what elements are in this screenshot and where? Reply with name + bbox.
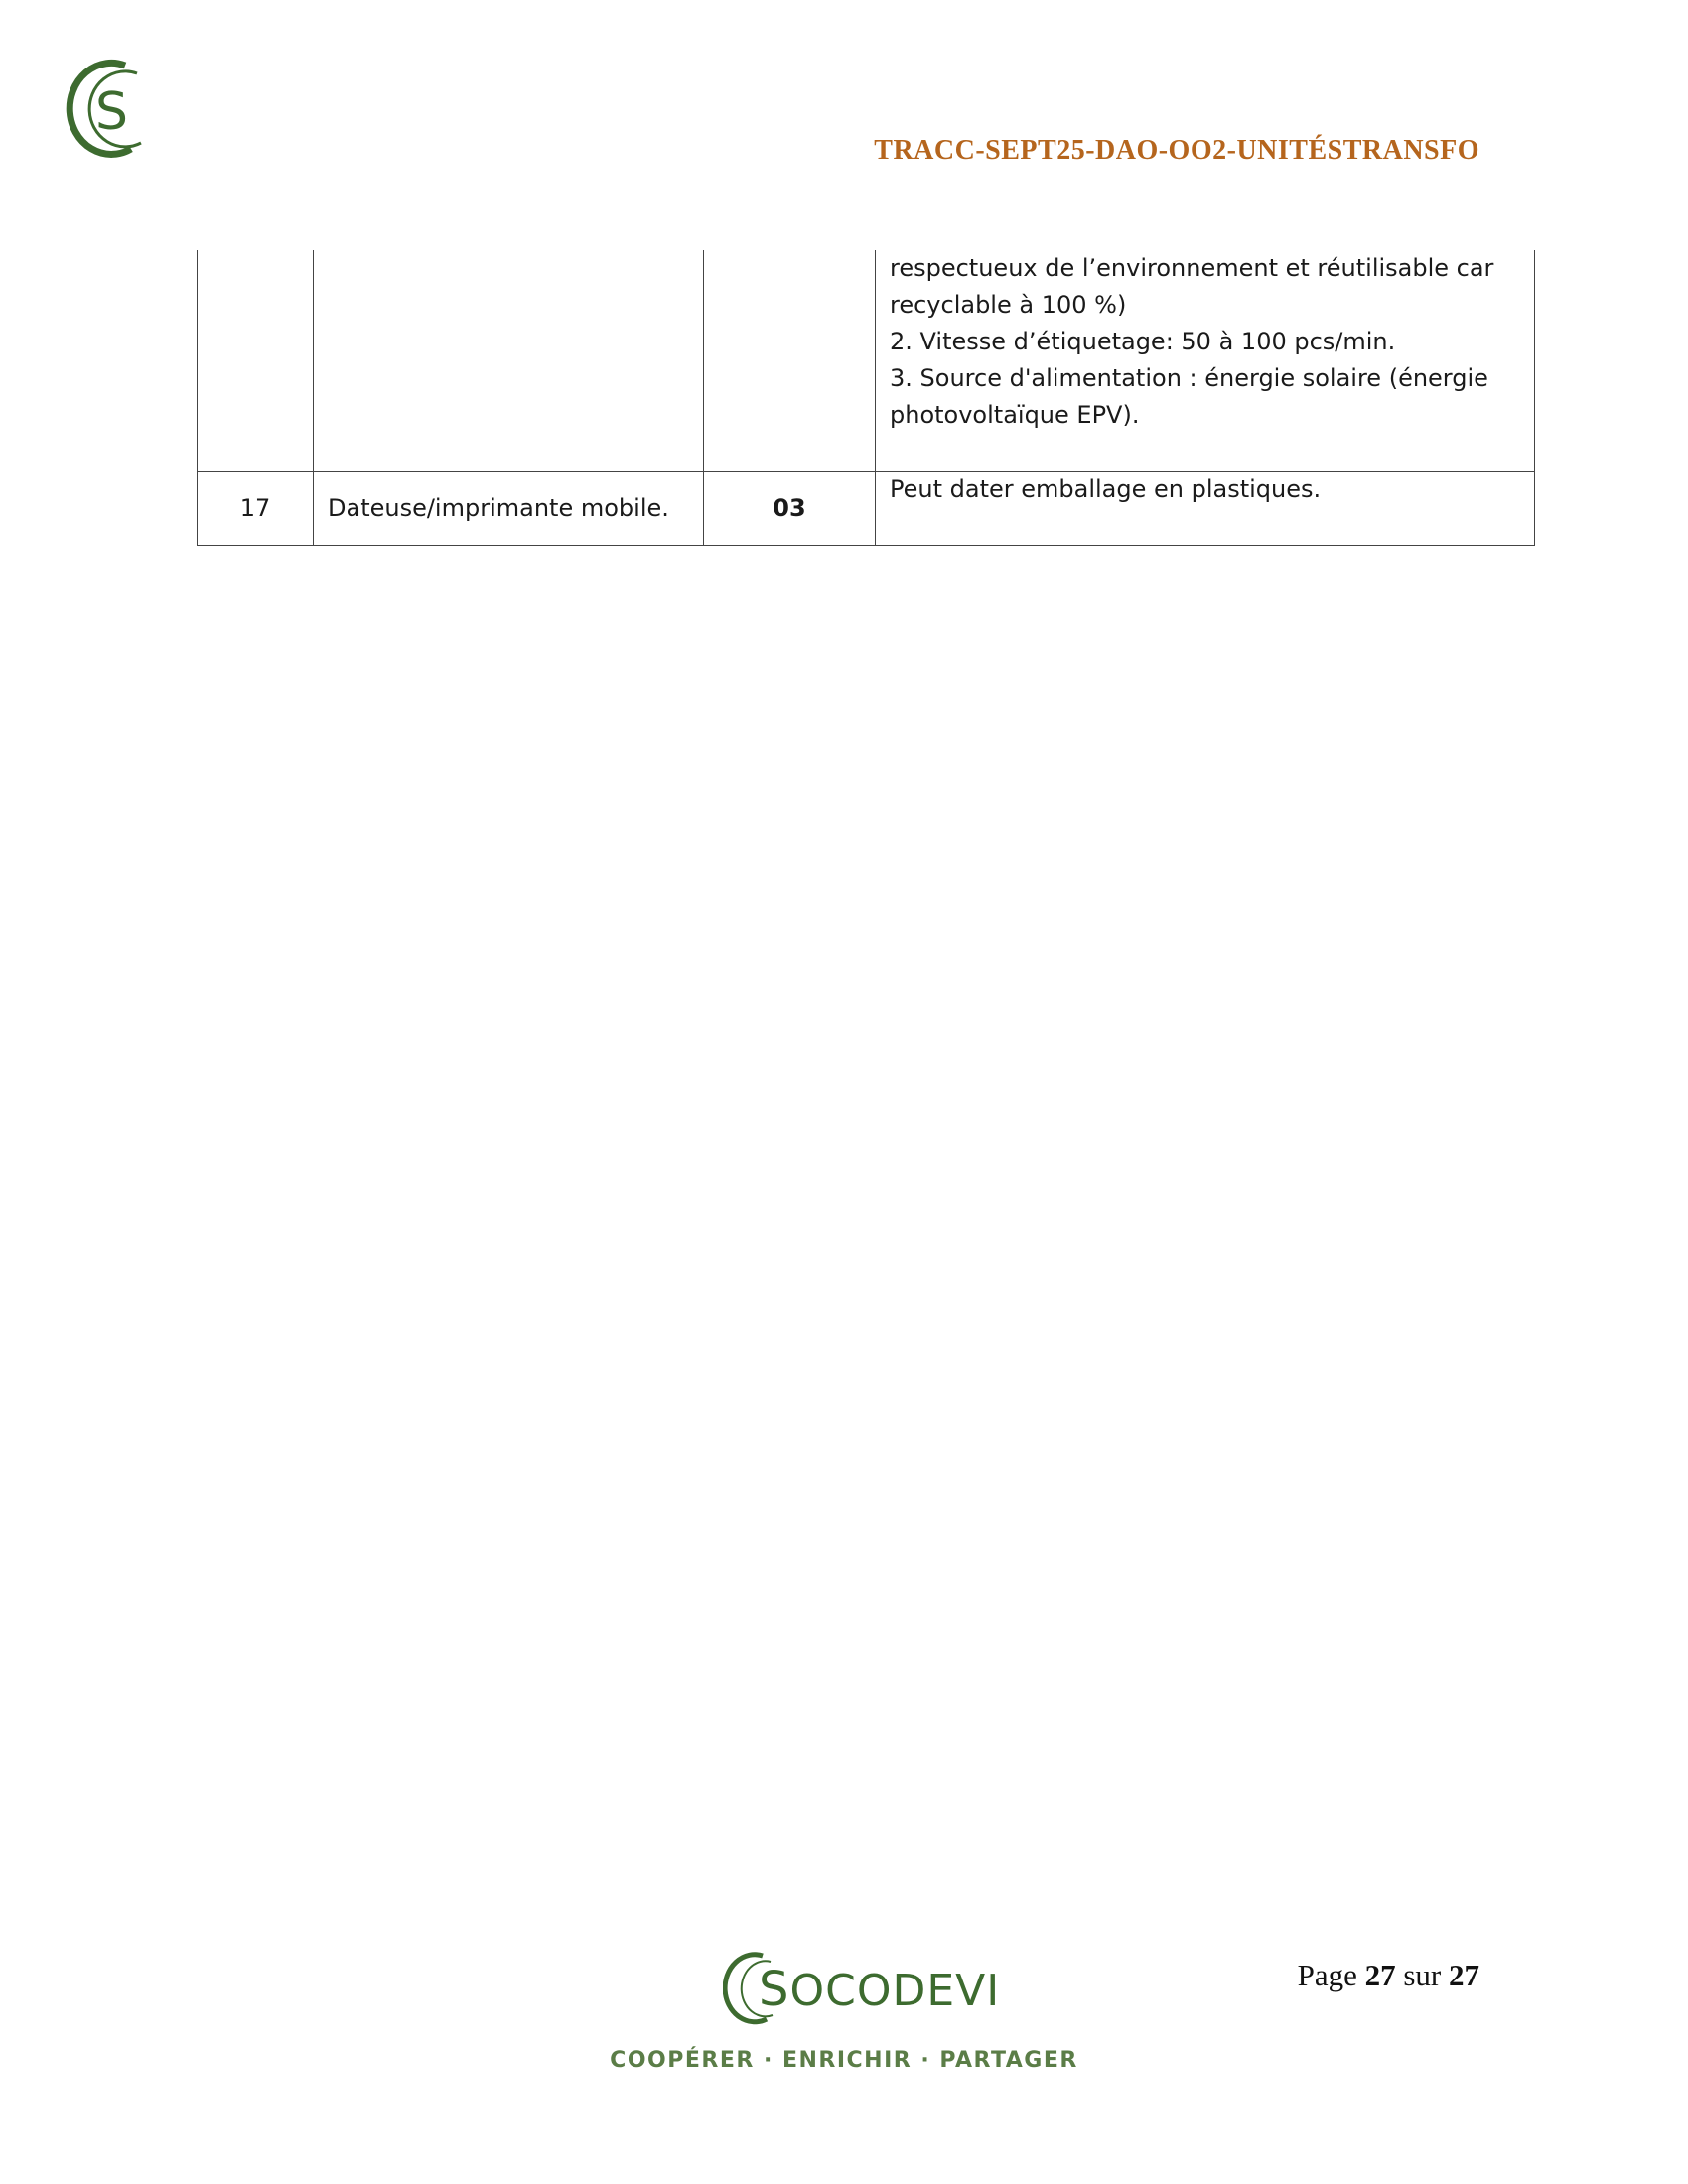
equipment-spec-table [197, 250, 1535, 546]
page-current: 27 [1364, 1958, 1396, 1992]
page-total: 27 [1449, 1958, 1479, 1992]
svg-text:S: S [95, 82, 129, 142]
description-line: 2. Vitesse d’étiquetage: 50 à 100 pcs/min. [890, 328, 1396, 355]
page-separator: sur [1403, 1958, 1442, 1992]
description-line: recyclable à 100 %) [890, 291, 1127, 319]
footer-brand-name: SOCODEVI [759, 1962, 1001, 2017]
description-line: respectueux de l’environnement et réutilisable car [890, 254, 1494, 282]
description-line: 3. Source d'alimentation : énergie solaire (énergie [890, 364, 1488, 392]
page-number [1298, 1958, 1479, 1993]
cell-name: Dateuse/imprimante mobile. [314, 472, 704, 546]
page-prefix: Page [1297, 1958, 1357, 1992]
cell-description: Peut dater emballage en plastiques. [876, 472, 1535, 546]
cell-description [876, 250, 1535, 472]
cell-name [314, 250, 704, 472]
socodevi-logo-icon [66, 56, 155, 159]
footer-brand-text: OCODEVI [789, 1966, 1001, 2016]
cell-qty [704, 250, 876, 472]
description-line: photovoltaïque EPV). [890, 401, 1140, 429]
cell-qty: 03 [704, 472, 876, 546]
document-reference: TRACC-SEPT25-DAO-OO2-UNITÉSTRANSFO [874, 135, 1479, 166]
cell-num [198, 250, 314, 472]
table-row [198, 472, 1535, 546]
table-row-continued [198, 250, 1535, 472]
cell-num: 17 [198, 472, 314, 546]
footer-tagline: COOPÉRER · ENRICHIR · PARTAGER [610, 2048, 1078, 2073]
